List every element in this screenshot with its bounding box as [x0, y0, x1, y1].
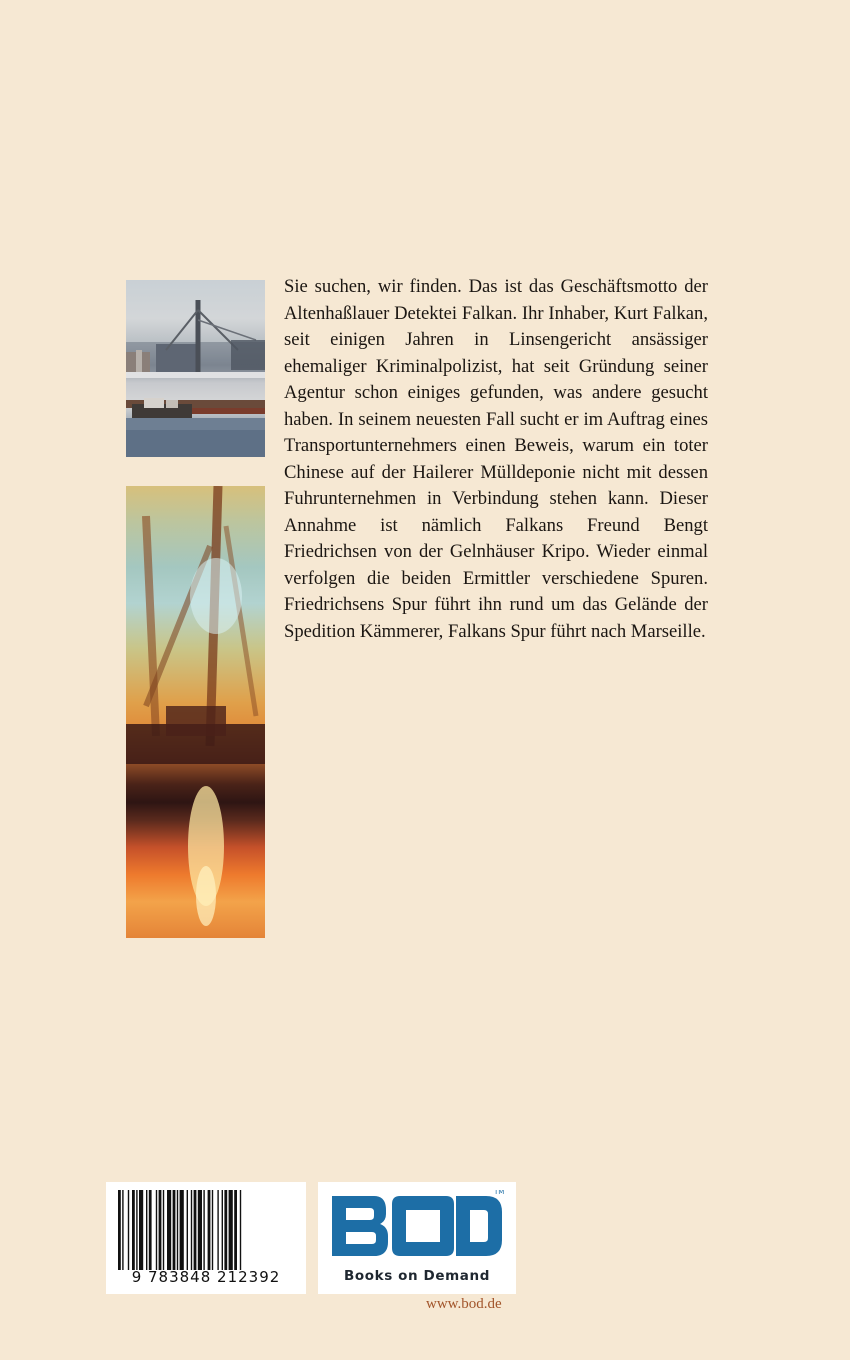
- publisher-logo: [318, 1182, 516, 1294]
- barcode-bar: [156, 1190, 157, 1270]
- barcode-bar: [187, 1190, 188, 1270]
- barcode-bar: [222, 1190, 223, 1270]
- barcode-bar: [146, 1190, 147, 1270]
- sunset-crane-photo: [126, 486, 265, 938]
- publisher-tagline: Books on Demand: [344, 1268, 490, 1284]
- barcode-bar: [234, 1190, 237, 1270]
- barcode-bar: [167, 1190, 171, 1270]
- barcode-bar: [118, 1190, 121, 1270]
- barcode-bar: [139, 1190, 143, 1270]
- barcode-bar: [217, 1190, 218, 1270]
- barcode-bar: [177, 1190, 178, 1270]
- barcode-bar: [194, 1190, 197, 1270]
- barcode-bars: [116, 1190, 296, 1272]
- barcode-bar: [163, 1190, 164, 1270]
- barcode-bar: [240, 1190, 241, 1270]
- barcode-bar: [122, 1190, 123, 1270]
- barcode-bar: [198, 1190, 202, 1270]
- barcode-bar: [132, 1190, 135, 1270]
- barcode-bar: [224, 1190, 227, 1270]
- barcode-bar: [136, 1190, 137, 1270]
- barcode-bar: [229, 1190, 233, 1270]
- barcode-bar: [191, 1190, 192, 1270]
- barcode-bar: [180, 1190, 184, 1270]
- barcode-bar: [212, 1190, 213, 1270]
- harbor-photo: [126, 280, 265, 457]
- barcode-bar: [203, 1190, 204, 1270]
- isbn-barcode: [106, 1182, 306, 1294]
- trademark-mark: TM: [494, 1190, 505, 1196]
- bod-logo-mark: [328, 1190, 506, 1260]
- publisher-url[interactable]: www.bod.de: [426, 1296, 502, 1312]
- barcode-bar: [128, 1190, 129, 1270]
- back-cover-blurb: Sie suchen, wir finden. Das ist das Geschäftsmotto der Altenhaßlauer Detektei Falkan. Ihr Inhaber, Kurt Falkan, seit einigen Jahren in Linsengericht ansässiger ehemaliger Kriminalpolizist, hat seit Gründung seiner Agentur schon einiges gefunden, was andere gesucht haben. In seinem neuesten Fall sucht er im Auftrag eines Transportunternehmers einen Beweis, warum ein toter Chinese auf der Hailerer Mülldeponie nicht mit dessen Fuhrunternehmen in Verbindung stehen kann. Dieser Annahme ist nämlich Falkans Freund Bengt Friedrichsen von der Gelnhäuser Kripo. Wieder einmal verfolgen die beiden Ermittler verschiedene Spuren. Friedrichsens Spur führt ihn rund um das Gelände der Spedition Kämmerer, Falkans Spur führt nach Marseille.: [284, 276, 708, 642]
- barcode-bar: [208, 1190, 211, 1270]
- barcode-bar: [173, 1190, 176, 1270]
- isbn-number: 9 783848 212392: [131, 1268, 281, 1286]
- barcode-bar: [149, 1190, 152, 1270]
- barcode-bar: [159, 1190, 162, 1270]
